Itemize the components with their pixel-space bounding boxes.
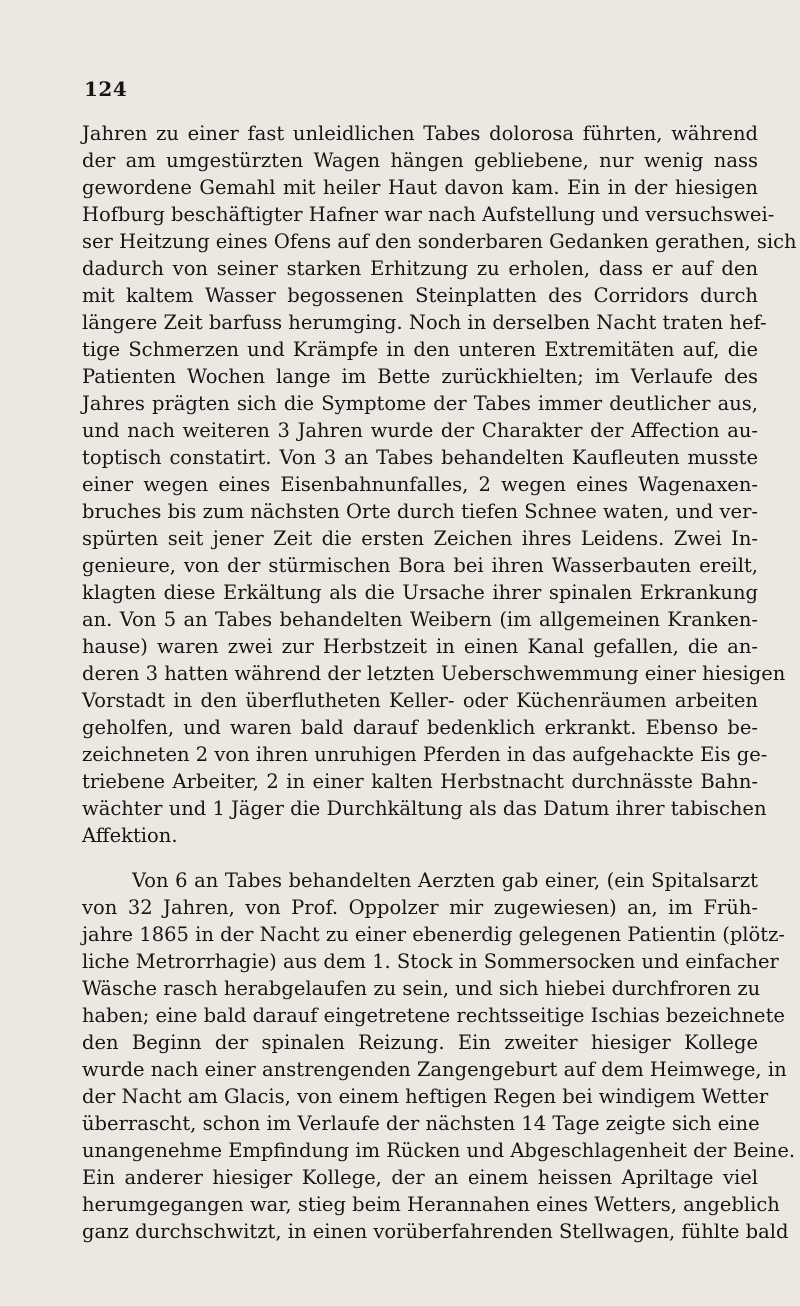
text-line: Jahren zu einer fast unleidlichen Tabes dolorosa führten, während [82, 122, 758, 145]
text-line: Affektion. [82, 824, 178, 847]
text-line: Hofburg beschäftigter Hafner war nach Aufstellung und versuchswei- [82, 203, 775, 226]
text-line: der am umgestürzten Wagen hängen gebliebene, nur wenig nass [82, 149, 758, 172]
text-line: deren 3 hatten während der letzten Ueberschwemmung einer hiesigen [82, 662, 786, 685]
text-line: geholfen, und waren bald darauf bedenklich erkrankt. Ebenso be- [82, 716, 758, 739]
text-line: Jahres prägten sich die Symptome der Tabes immer deutlicher aus, [82, 392, 758, 415]
text-line: bruches bis zum nächsten Orte durch tiefen Schnee waten, und ver- [82, 500, 758, 523]
paragraph-1 [82, 120, 797, 849]
text-line: und nach weiteren 3 Jahren wurde der Charakter der Affection au- [82, 419, 758, 442]
text-line: tige Schmerzen und Krämpfe in den unteren Extremitäten auf, die [82, 338, 758, 361]
text-line: den Beginn der spinalen Reizung. Ein zweiter hiesiger Kollege [82, 1031, 758, 1054]
text-line: gewordene Gemahl mit heiler Haut davon kam. Ein in der hiesigen [82, 176, 758, 199]
text-line: wurde nach einer anstrengenden Zangengeburt auf dem Heimwege, in [82, 1058, 787, 1081]
text-line: von 32 Jahren, von Prof. Oppolzer mir zugewiesen) an, im Früh- [82, 896, 758, 919]
text-line: haben; eine bald darauf eingetretene rechtsseitige Ischias bezeichnete [82, 1004, 785, 1027]
text-line: hause) waren zwei zur Herbstzeit in einen Kanal gefallen, die an- [82, 635, 758, 658]
text-line: herumgegangen war, stieg beim Herannahen eines Wetters, angeblich [82, 1193, 780, 1216]
text-line: toptisch constatirt. Von 3 an Tabes behandelten Kaufleuten musste [82, 446, 758, 469]
text-line: dadurch von seiner starken Erhitzung zu erholen, dass er auf den [82, 257, 758, 280]
text-line: Von 6 an Tabes behandelten Aerzten gab einer, (ein Spitalsarzt [132, 869, 758, 892]
text-line: unangenehme Empfindung im Rücken und Abgeschlagenheit der Beine. [82, 1139, 796, 1162]
text-line: ser Heitzung eines Ofens auf den sonderbaren Gedanken gerathen, sich [82, 230, 797, 253]
text-line: jahre 1865 in der Nacht zu einer ebenerdig gelegenen Patientin (plötz- [82, 923, 785, 946]
text-line: zeichneten 2 von ihren unruhigen Pferden in das aufgehackte Eis ge- [82, 743, 768, 766]
text-line: Ein anderer hiesiger Kollege, der an einem heissen Apriltage viel [82, 1166, 758, 1189]
page-number: 124 [84, 77, 128, 101]
text-line: längere Zeit barfuss herumging. Noch in derselben Nacht traten hef- [82, 311, 767, 334]
text-line: überrascht, schon im Verlaufe der nächsten 14 Tage zeigte sich eine [82, 1112, 760, 1135]
text-line: Patienten Wochen lange im Bette zurückhielten; im Verlaufe des [82, 365, 758, 388]
text-line: an. Von 5 an Tabes behandelten Weibern (im allgemeinen Kranken- [82, 608, 758, 631]
text-line: Vorstadt in den überflutheten Keller- oder Küchenräumen arbeiten [82, 689, 758, 712]
text-line: genieure, von der stürmischen Bora bei ihren Wasserbauten ereilt, [82, 554, 758, 577]
text-line: klagten diese Erkältung als die Ursache ihrer spinalen Erkrankung [82, 581, 758, 604]
text-line: der Nacht am Glacis, von einem heftigen Regen bei windigem Wetter [82, 1085, 769, 1108]
text-line: mit kaltem Wasser begossenen Steinplatten des Corridors durch [82, 284, 758, 307]
text-line: Wäsche rasch herabgelaufen zu sein, und sich hiebei durchfroren zu [82, 977, 761, 1000]
text-line: ganz durchschwitzt, in einen vorüberfahrenden Stellwagen, fühlte bald [82, 1220, 789, 1243]
paragraph-2 [82, 867, 796, 1245]
text-line: liche Metrorrhagie) aus dem 1. Stock in Sommersocken und einfacher [82, 950, 779, 973]
text-line: triebene Arbeiter, 2 in einer kalten Herbstnacht durchnässte Bahn- [82, 770, 758, 793]
text-line: spürten seit jener Zeit die ersten Zeichen ihres Leidens. Zwei In- [82, 527, 758, 550]
text-line: einer wegen eines Eisenbahnunfalles, 2 wegen eines Wagenaxen- [82, 473, 758, 496]
text-line: wächter und 1 Jäger die Durchkältung als das Datum ihrer tabischen [82, 797, 767, 820]
